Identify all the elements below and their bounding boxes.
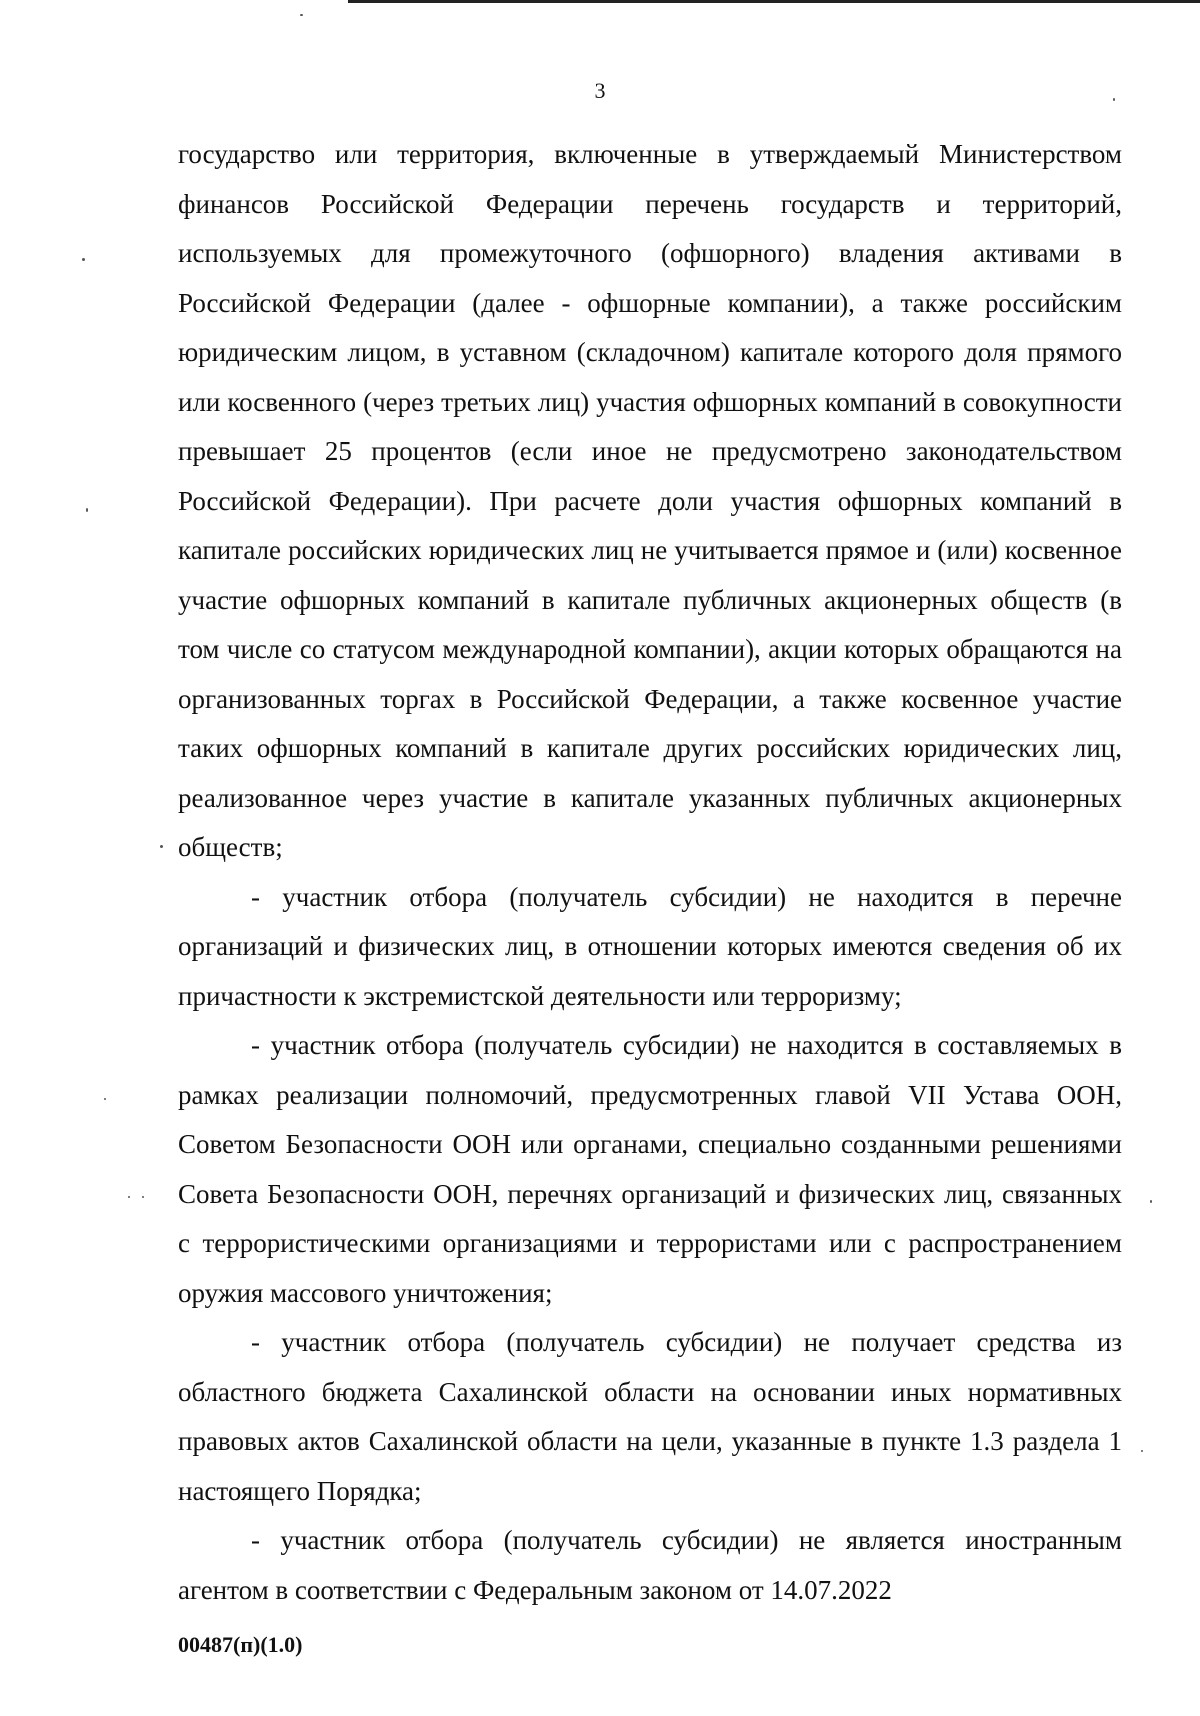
document-code: 00487(п)(1.0) xyxy=(178,1632,303,1657)
scan-speck xyxy=(86,508,88,512)
paragraph-regional-budget: - участник отбора (получатель субсидии) не получает средства из областного бюджета Сахалинской области на основании иных нормативных правовых актов Сахалинской области на цели, указанные в пункте 1.3 раздела 1 настоящего Порядка; xyxy=(178,1327,1122,1506)
paragraph-foreign-agent: - участник отбора (получатель субсидии) не является иностранным агентом в соответствии с Федеральным законом от 14.07.2022 xyxy=(178,1525,1122,1605)
paragraph-un-lists: - участник отбора (получатель субсидии) не находится в составляемых в рамках реализации полномочий, предусмотренных главой VII Устава ООН, Советом Безопасности ООН или органами, специально созданными решениями Совета Безопасности ООН, перечнях организаций и физических лиц, связанных с террористическими организациями и террористами или с распространением оружия массового уничтожения; xyxy=(178,1030,1122,1308)
scan-speck xyxy=(104,1098,106,1100)
page-number: 3 xyxy=(594,78,606,103)
scan-speck xyxy=(1141,1450,1143,1452)
scan-speck xyxy=(128,1196,130,1198)
scan-speck xyxy=(1113,98,1115,101)
scan-speck xyxy=(160,845,163,848)
scan-speck xyxy=(142,1196,144,1198)
paragraph-extremism-list: - участник отбора (получатель субсидии) не находится в перечне организаций и физических лиц, в отношении которых имеются сведения об их причастности к экстремистской деятельности или терроризму; xyxy=(178,881,1122,1011)
scan-speck xyxy=(300,14,303,16)
document-body xyxy=(178,130,1122,1615)
scan-speck xyxy=(1150,1200,1152,1203)
paragraph-offshore: государство или территория, включенные в утверждаемый Министерством финансов Российской Федерации перечень государств и территорий, используемых для промежуточного (офшорного) владения активами в Российской Федерации (далее - офшорные компании), а также российским юридическим лицом, в уставном (складочном) капитале которого доля прямого или косвенного (через третьих лиц) участия офшорных компаний в совокупности превышает 25 процентов (если иное не предусмотрено законодательством Российской Федерации). При расчете доли участия офшорных компаний в капитале российских юридических лиц не учитывается прямое и (или) косвенное участие офшорных компаний в капитале публичных акционерных обществ (в том числе со статусом международной компании), акции которых обращаются на организованных торгах в Российской Федерации, а также косвенное участие таких офшорных компаний в капитале других российских юридических лиц, реализованное через участие в капитале указанных публичных акционерных обществ; xyxy=(178,139,1122,862)
top-border-line xyxy=(348,0,1200,3)
scan-speck xyxy=(82,258,85,261)
